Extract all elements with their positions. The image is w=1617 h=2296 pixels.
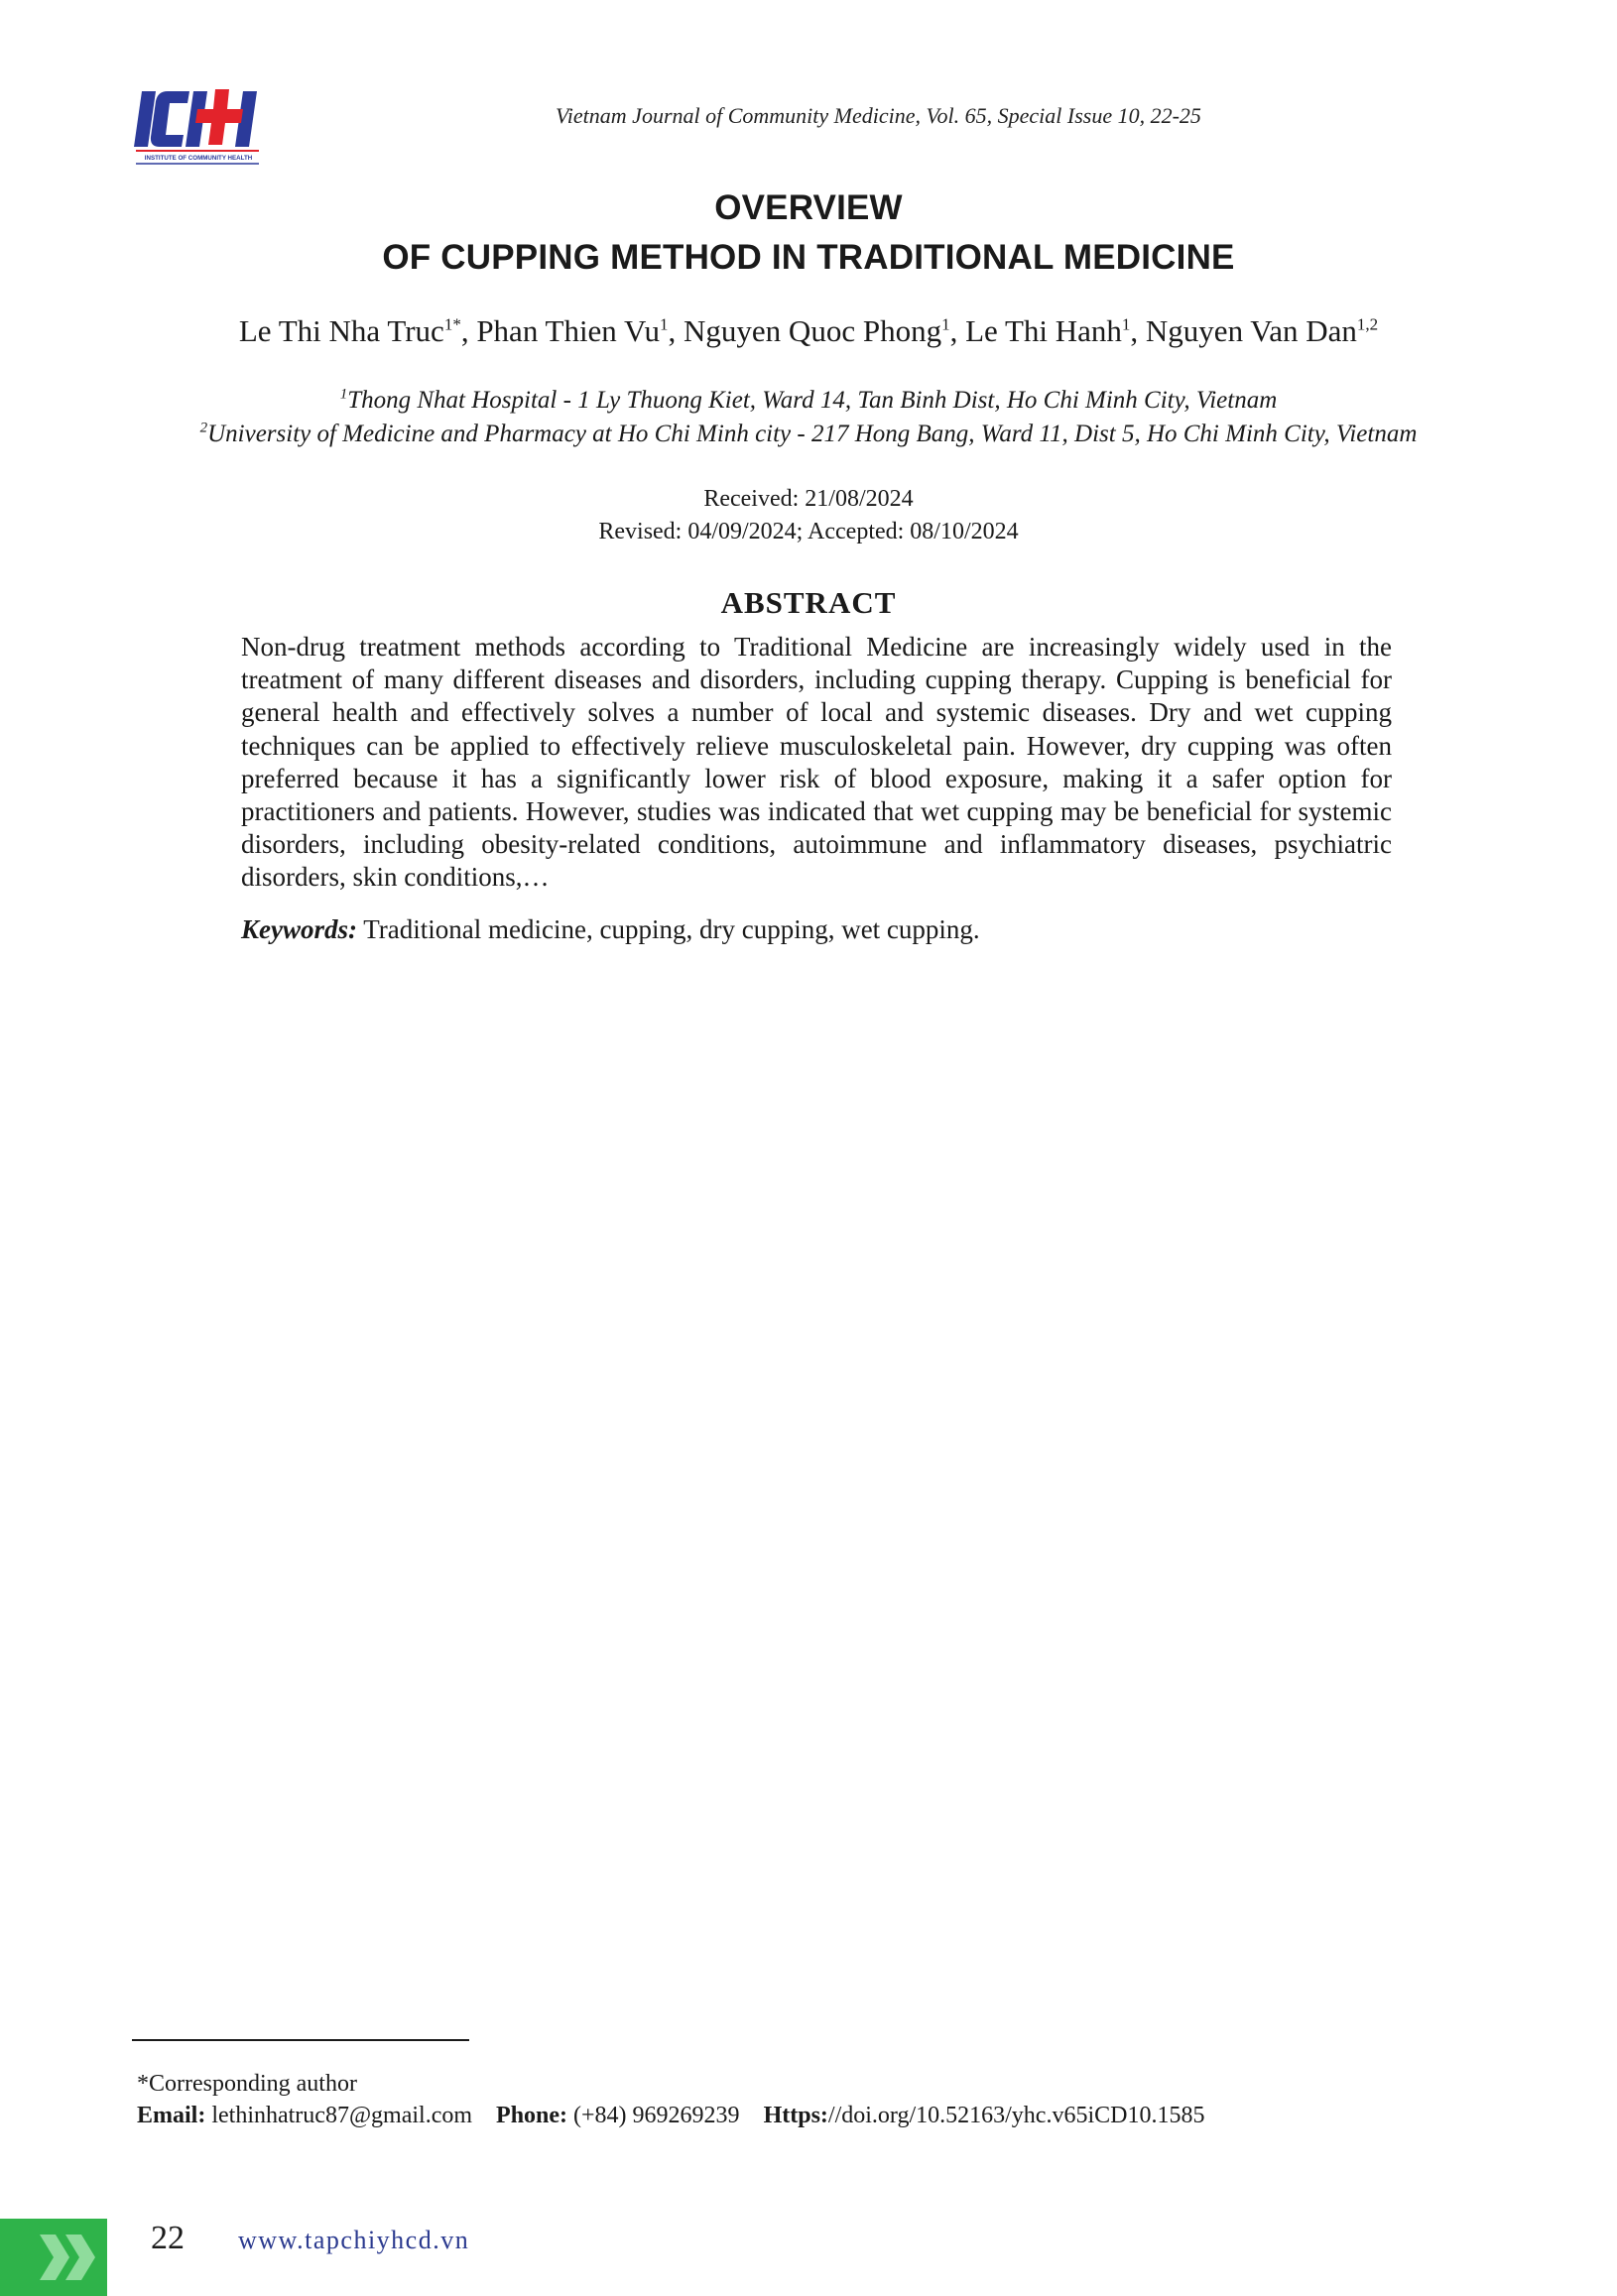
abstract-heading: ABSTRACT [720,585,897,620]
author-affiliation-marker: 1* [443,314,461,334]
author-separator: , [460,313,477,348]
email-label: Email: [137,2103,206,2128]
email-address[interactable]: lethinhatruc87@gmail.com [211,2103,473,2128]
journal-citation: Vietnam Journal of Community Medicine, Vol. 65, Special Issue 10, 22-25 [556,103,1201,128]
author-separator: , [949,313,966,348]
keywords [241,914,1392,945]
affiliation-1-text: Thong Nhat Hospital - 1 Ly Thuong Kiet, Ward 14, Tan Binh Dist, Ho Chi Minh City, Vietnam [347,387,1278,414]
author-name: Le Thi Nha Truc [238,313,444,348]
logo-text: INSTITUTE OF COMMUNITY HEALTH [144,155,253,162]
author-separator: , [668,313,684,348]
author-name: Nguyen Quoc Phong [684,313,942,348]
affiliation-2-text: University of Medicine and Pharmacy at Ho Chi Minh city - 217 Hong Bang, Ward 11, Dist 5, Ho Chi Minh City, Vietnam [207,421,1418,447]
affiliation-1-marker: 1 [339,386,348,403]
author-list [0,313,1617,349]
doi-link[interactable]: //doi.org/10.52163/yhc.v65iCD10.1585 [827,2103,1205,2128]
article-title-line-2: OF CUPPING METHOD IN TRADITIONAL MEDICINE [382,238,1235,277]
author-affiliation-marker: 1 [1121,314,1131,334]
phone-label: Phone: [496,2103,568,2128]
keywords-text: Traditional medicine, cupping, dry cupping, wet cupping. [363,914,980,944]
page-number: 22 [151,2220,185,2256]
contact-line [137,2103,1204,2129]
author-affiliation-marker: 1 [660,314,669,334]
keywords-label: Keywords: [241,914,357,944]
received-date: Received: 21/08/2024 [703,486,914,512]
author-affiliation-marker: 1,2 [1356,314,1379,334]
corresponding-author-note: *Corresponding author [137,2071,357,2097]
abstract-body: Non-drug treatment methods according to Traditional Medicine are increasingly widely used in the treatment of many different diseases and disorders, including cupping therapy. Cupping is beneficial for general health and effectively solves a number of local and systemic diseases. Dry and wet cupping techniques can be applied to effectively relieve musculoskeletal pain. However, dry cupping was often preferred because it has a significantly lower risk of blood exposure, making it a safer option for practitioners and patients. However, studies was indicated that wet cupping may be beneficial for systemic disorders, including obesity-related conditions, autoimmune and inflammatory diseases, psychiatric disorders, skin conditions,… [241,632,1392,893]
author-separator: , [1130,313,1146,348]
author-name: Nguyen Van Dan [1145,313,1357,348]
author-name: Le Thi Hanh [965,313,1122,348]
doi-label: Https: [763,2103,828,2128]
affiliation-1 [0,387,1617,415]
author-affiliation-marker: 1 [941,314,950,334]
article-title-line-1: OVERVIEW [714,188,903,227]
author-name: Phan Thien Vu [476,313,661,348]
revised-accepted-dates: Revised: 04/09/2024; Accepted: 08/10/2024 [598,519,1019,544]
affiliation-2 [0,421,1617,448]
affiliation-2-marker: 2 [199,420,208,436]
footnote-divider [132,2039,469,2041]
double-chevron-right-icon [36,2235,103,2280]
journal-logo [132,85,265,167]
journal-website-link[interactable]: www.tapchiyhcd.vn [238,2226,470,2254]
phone-number: (+84) 969269239 [573,2103,740,2128]
footer-green-tab [0,2219,107,2296]
